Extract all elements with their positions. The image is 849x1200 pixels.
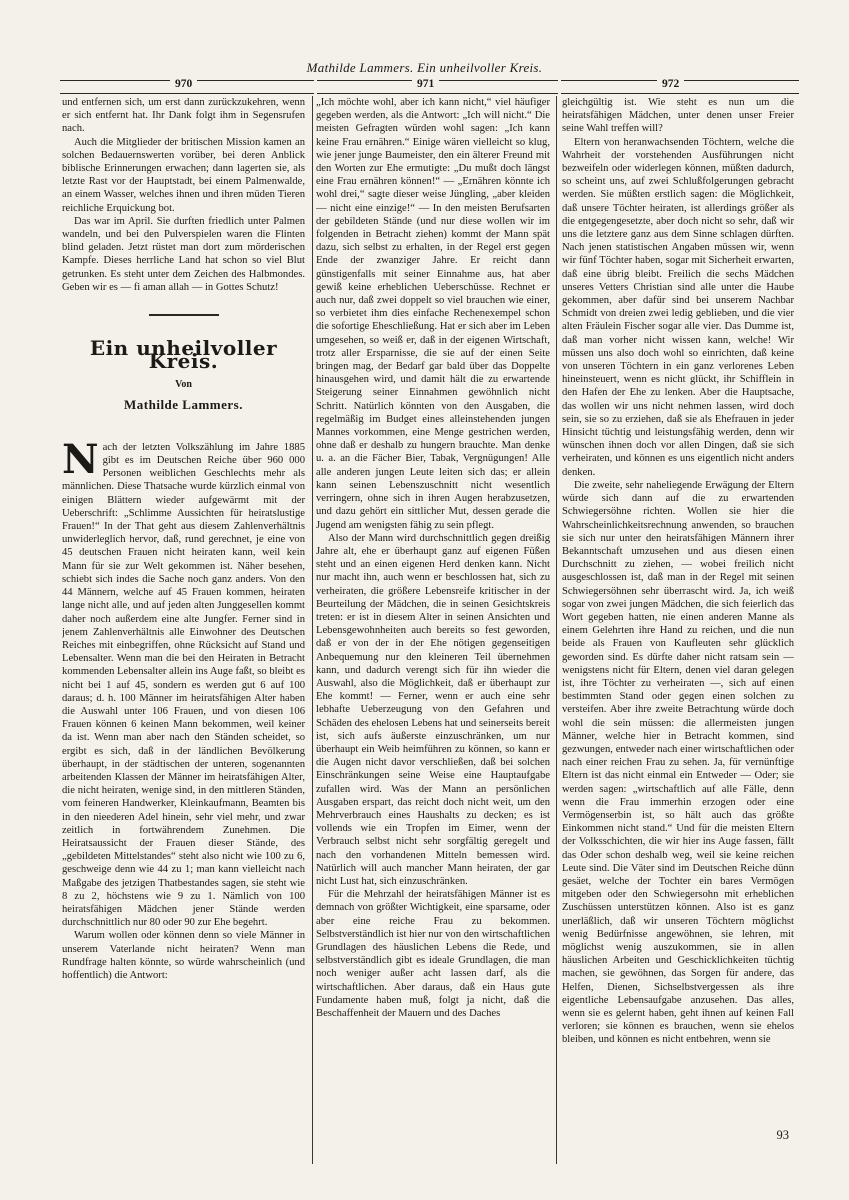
column-divider-1 — [312, 96, 313, 1164]
article-paragraph-1 — [62, 435, 305, 930]
prev-article-paragraph-2: Auch die Mitglieder der britischen Mission kamen an solchen Bedauernswerten vorüber, bei deren Anblick biblische Erinnerungen erwachen; dann lagerten sie, als letzte Rast vor der Hauptstadt, bei einem Palmenwalde, an einem Wasser, welches ihnen und ihren müden Tieren reichliche Erquickung bot. — [62, 136, 305, 214]
column-2 — [316, 96, 550, 1156]
page-number-left: 970 — [170, 78, 197, 90]
running-head: Mathilde Lammers. Ein unheilvoller Kreis. — [306, 60, 543, 75]
page-number-center: 971 — [412, 78, 439, 90]
byline-author: Mathilde Lammers. — [124, 396, 243, 412]
col2-paragraph-3: Für die Mehrzahl der heiratsfähigen Männer ist es demnach von größter Wichtigkeit, eine sparsame, oder aber eine reiche Frau zu bekommen. Selbstverständlich ist hier nur von den wirtschaftlichen Grundlagen des häuslichen Lebens die Rede, und selbstverständlich gibt es ideale Grundlagen, die man noch weniger außer acht lassen darf, als die wirtschaftlichen. Aber daraus, daß ein Haus gute Fundamente haben muß, folgt ja nicht, daß die Beschaffenheit der Mauern und des Daches — [316, 889, 550, 1020]
col3-paragraph-3: Die zweite, sehr naheliegende Erwägung der Eltern würde sich dann auf die zu erwartenden Schwiegersöhne richten. Wollen sie hier die Wahrscheinlichkeitsrechnung anwenden, so brauchen sie sich nur unter den heiratsfähigen Männern ihrer Bekanntschaft umzusehen und aus diesen einen Durchschnitt zu ziehen, — wobei freilich nicht ausgeschlossen ist, daß man in der Regel mit seinen Schwiegersöhnen sehr überrascht wird. Ja, ich weiß sogar von zwei jungen Mädchen, die sich feierlich das Wort gegeben hatten, nie einen anderen Manne als einem Gelehrten ihre Hand zu reichen, und die nun beide als Frauen von Kaufleuten sehr glücklich geworden sind. Es dürfte daher nicht ratsam sein — wenigstens nicht für Eltern, denen viel daran gelegen ist, ihre Töchter zu verheiraten —, sich auf einen bestimmten Stand oder gegen einen solchen zu versteifen. Aber ihre zweite Betrachtung würde doch wohl die sein müssen: die allermeisten jungen Männer, welche hier in Betracht kommen, sind gezwungen, entweder nach einer wirtschaftlichen oder nach einer reichen Frau zu sehen. Ja, für vernünftige Eltern ist das nicht einmal ein Entweder — Oder; sie werden sagen: „wirtschaftlich auf alle Fälle, denn wenn die Frau immerhin erzogen oder eine Vermögenserbin ist, so hält auch das größte Einkommen nicht stand.“ Und für die meisten Eltern der Volksschichten, die wir hier ins Auge fassen, fällt das Oder schon deshalb weg, weil sie keine reichen Leute sind. Die Väter sind im Deutschen Reiche dünn gesäet, welche der Tochter ein bares Vermögen mitgeben oder den Schwiegersohn mit erheblichen Zuschüssen unterstützen können. Also ist es ganz unerläßlich, daß wir unseren Töchtern möglichst wenig Bedürfnisse angewöhnen, sie lehren, mit möglichst wenig auszukommen, sie in allen häuslichen Arbeiten und Geschicklichkeiten tüchtig machen, sie gewöhnen, das Sorgen für andere, das Helfen, Dienen, Sichselbstvergessen als ihre eigentliche Lebensaufgabe anzusehen. Das alles, wenn sie es gelernt haben, geht ihnen auf keinen Fall verloren; sie können es brauchen, wenn sie ehelos bleiben, und können es nicht entbehren, wenn sie — [562, 479, 794, 1046]
article-paragraph-2: Warum wollen oder können denn so viele Männer in unserem Vaterlande nicht heiraten? Wenn man Rundfrage halten könnte, so würde wahrscheinlich (und hoffentlich) die Antwort: — [62, 930, 305, 981]
byline-von: Von — [175, 379, 192, 391]
column-3 — [562, 96, 794, 1156]
drop-cap: N — [62, 435, 99, 483]
article-separator — [149, 314, 219, 316]
article-paragraph-1-text: ach der letzten Volkszählung im Jahre 1885 gibt es im Deutschen Reiche über 960 000 Personen weiblichen Geschlechts mehr als männlichen. Diese Thatsache wurde kürzlich einmal von einigen Blättern wieder aufgewärmt mit der Ueberschrift: „Schlimme Aussichten für heiratslustige Frauen!“ In der That geht aus diesem Zahlenverhältnis unwiderleglich hervor, daß, rund gerechnet, je eine von 45 deutschen Frauen nicht heiraten kann, weil kein Mann für sie zur Welt gekommen ist. Näher besehen, schiebt sich indes die Sache noch ganz anders. Von den 44 Männern, welche auf 45 Frauen kommen, heiraten lange nicht alle, und auf jeden alten Junggesellen kommt daher noch außerdem eine alte Jungfer. Ferner sind in jenem Zahlenverhältnis alle Einwohner des Deutschen Reiches mit einbegriffen, ohne Rücksicht auf Stand und Lebensalter. Wenn man die bei den Heiraten in Betracht kommenden Lebensalter allein ins Auge faßt, so bleibt es nicht bei 1 auf 45, sondern es werden gut 6 auf 100 daraus; d. h. 100 Männer im heiratsfähigen Alter haben die Auswahl unter 106 Frauen, und von diesen 106 Frauen können 6 keinen Mann bekommen, weil keiner da ist. Wenn man aber nach den Ständen scheidet, so ergibt es sich, daß in der ländlichen Bevölkerung überhaupt, in der städtischen der unteren, sogenannten arbeitenden Klassen der Männer im heiratsfähigen Alter, die nicht heiraten, wenige sind, in den mittleren Ständen, vom feineren Handwerker, Kleinkaufmann, Beamten bis in den nieederen Adel hinein, sehr viel mehr, und zwar zeitlich in fortwährendem Zunehmen. Die Heiratsaussicht der Frauen dieser Stände, des „gebildeten Mittelstandes“ steht also nicht wie 100 zu 6, geschweige denn wie 44 zu 1; man kann vielleicht nach Maßgabe des jetzigen Thatbestandes sagen, sie steht wie 8 zu 2, höchstens wie 9 zu 1. Nämlich von 100 heiratsfähigen Mädchen jener Stände werden durchschnittlich nur 80 oder 90 zur Ehe begehrt. — [62, 441, 305, 929]
col3-paragraph-2: Eltern von heranwachsenden Töchtern, welche die Wahrheit der vorstehenden Ausführungen nicht bezweifeln oder widerlegen können, müßten dadurch, so scheint uns, auf zwei Schlußfolgerungen gebracht werden. Sie müßten erstlich sagen: die Möglichkeit, daß unsere Töchter heiraten, ist allerdings größer als die entgegengesetzte, aber doch nicht so sehr, daß wir uns die letztere ganz aus dem Sinne schlagen dürften. Nach jenen statistischen Angaben müssen wir, wenn wir fünf Töchter haben, sogar mit Sicherheit erwarten, daß eine übrig bleibt. Freilich die sechs Mädchen unseres Vetters Christian sind alle unter die Haube gekommen, aber dafür sind bei unserem Nachbar Schmidt von dreien zwei ledig geblieben, und die vier alten Fräulein Fischer sogar alle vier. Das Dumme ist, daß man vorher nicht wissen kann, welche! Wir müssen uns also doch wohl so einrichten, daß keine von unseren Töchtern in ein ganz verlorenes Leben hineinsteuert, wenn es nicht glückt, ihr Schifflein in den Hafen der Ehe zu lenken. Aber die Hauptsache, das wollen wir uns nicht nehmen lassen, wird doch sein, sie so zu erziehen, daß sie als Ehefrauen in jeder Hinsicht tüchtig und leistungsfähig werden, denn wir wünschen ihnen doch vor allen Dingen, daß sie sich verheiraten, und können es uns eigentlich nicht anders denken. — [562, 136, 794, 478]
col3-paragraph-1: gleichgültig ist. Wie steht es nun um die heiratsfähigen Mädchen, unter denen unser Freier seine Wahl treffen will? — [562, 97, 794, 135]
col2-paragraph-1: „Ich möchte wohl, aber ich kann nicht,“ viel häufiger gegeben werden, als die Antwort: „Ich will nicht.“ Die meisten Gefragten würden wohl sagen: „Ich kann keine Frau ernähren.“ Einige wären vielleicht so klug, wie jener junge Baumeister, den ein älterer Freund mit den Worten zur Ehe ermutigte: „Du mußt doch längst eine Frau ernähren können!“ — „Ernähren könnte ich wohl drei,“ sagte dieser weise Jüngling, „aber kleiden — nicht eine einzige!“ — In den meisten Berufsarten der gebildeten Stände (und nur diese wollen wir im folgenden in Betracht ziehen) kommt der Mann spät dazu, sich selbst zu erhalten, in der Regel erst gegen Ende der zwanziger Jahre. Er reicht dann günstigenfalls mit seiner Einnahme aus, hat aber gewiß keine erheblichen Ueberschüsse. Rechnet er auch nur, daß zwei doppelt so viel brauchen wie einer, so verbietet ihm dies einfache Rechenexempel schon die sofortige Eheschließung. Hat er sich aber im Leben umgesehen, so weiß er, daß in der eigenen Wirtschaft, trotz aller Ersparnisse, die sie auf der einen Seite bringen mag, der Bedarf gar bald über das Doppelte hinausgehen wird, und damit hält die zu erwartende Steigerung seiner Einnahmen gewöhnlich nicht Schritt. Natürlich könnten von den Ausgaben, die regelmäßig im Budget eines alleinstehenden jungen Mannes vorkommen, eine Menge gestrichen werden, ohne daß er deshalb zu hungern brauchte. Man denke u. a. an die Fächer Bier, Tabak, Vergnügungen! Alle alle anderen jungen Leute leiten sich das; er allein kann seinen Lebenszuschnitt nicht wesentlich verringern, ohne sich in ihren Augen herabzusetzen, und dazu gehört ein sittlicher Mut, dessen gerade die Jugend am wenigsten fähig zu sein pflegt. — [316, 97, 550, 531]
col2-paragraph-2: Also der Mann wird durchschnittlich gegen dreißig Jahre alt, ehe er überhaupt ganz auf eigenen Füßen steht und an einen eigenen Herd denken kann. Nicht nur macht ihn, auch wenn er beschlossen hat, sich zu verheiraten, die größere Lebensreife kritischer in der Beurteilung der Mädchen, die in seinen Gesichtskreis treten: er ist in diesem Alter in seinen Ansichten und Lebensgewohnheiten auch bereits so fest geworden, daß er von der in der Ehe nötigen gegenseitigen Anbequemung nur den kleineren Teil übernehmen kann, und dadurch verengt sich für ihn wieder die Auswahl, also die Möglichkeit, daß er überhaupt zur Ehe kommt! — Ferner, wenn er auch eine sehr lebhafte Ueberzeugung von den Gefahren und Schäden des ehelosen Lebens hat und seinerseits bereit ist, sich aufs äußerste einzuschränken, um nur überhaupt ein Weib heimführen zu können, so kann er die Augen nicht davor verschließen, daß bei solchen Einschränkungen seine Weise eine Hauptaufgabe zufallen wird. Was der Mann an persönlichen Ausgaben erspart, das reicht doch nicht weit, um den Mehrverbrauch eines Haushalts zu decken; es ist vollends wie ein Tropfen im Eimer, wenn der Verbrauch selbst nicht sehr sorgfältig geregelt und nach den vorhandenen Mitteln bemessen wird. Natürlich will auch mancher Mann heiraten, der gar nicht Lust hat, sich einzuschränken. — [316, 532, 550, 887]
column-divider-2 — [556, 96, 557, 1164]
column-1 — [62, 96, 305, 1156]
folio-number: 93 — [776, 1128, 789, 1142]
article-title: Ein unheilvoller Kreis. — [89, 336, 278, 374]
prev-article-paragraph-3: Das war im April. Sie durften friedlich unter Palmen wandeln, und bei den Pulverspielen waren die Flinten blind geladen. Jetzt rüstet man dort zum mörderischen Kampfe. Dieses herrliche Land hat schon so viel Blut getrunken. Es steht unter dem Zeichen des Halbmondes. Geben wir es — fi aman allah — in Gottes Schutz! — [62, 215, 305, 293]
prev-article-paragraph-1: und entfernen sich, um erst dann zurückzukehren, wenn er sich entfernt hat. Ihr Dank folgt ihm in Segensrufen nach. — [62, 97, 305, 135]
page-number-right: 972 — [657, 78, 684, 90]
